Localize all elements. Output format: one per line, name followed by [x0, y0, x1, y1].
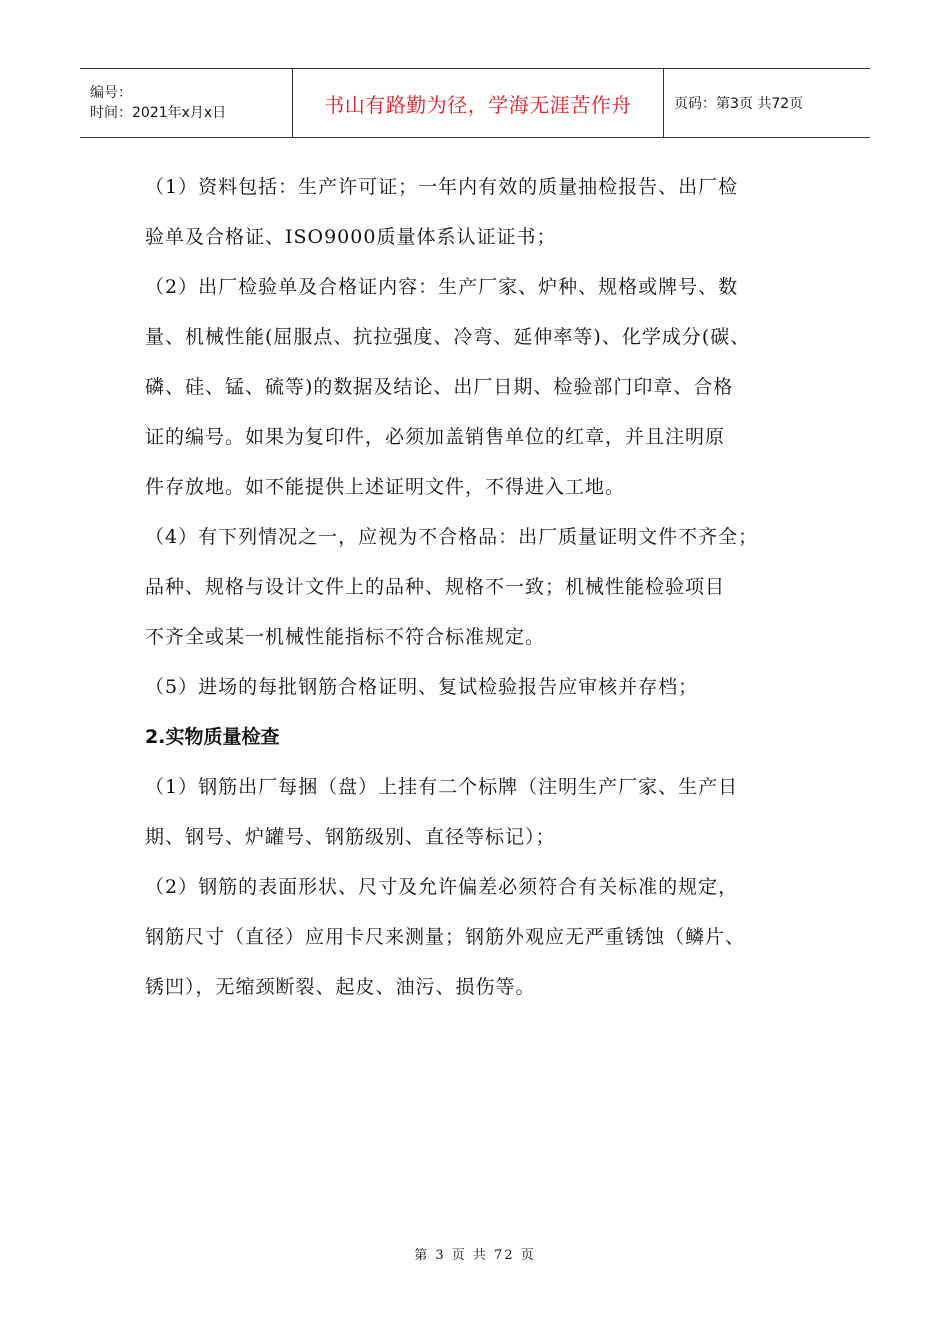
section-heading: 2.实物质量检查	[145, 726, 280, 748]
body-line: 钢筋尺寸（直径）应用卡尺来测量；钢筋外观应无严重锈蚀（鳞片、	[145, 926, 746, 948]
body-line: 量、机械性能(屈服点、抗拉强度、冷弯、延伸率等)、化学成分(碳、	[145, 326, 751, 348]
body-line: （2）钢筋的表面形状、尺寸及允许偏差必须符合有关标准的规定，	[145, 876, 739, 898]
body-line: 件存放地。如不能提供上述证明文件，不得进入工地。	[145, 476, 626, 498]
body-line: （2）出厂检验单及合格证内容：生产厂家、炉种、规格或牌号、数	[145, 276, 739, 298]
body-line: （5）进场的每批钢筋合格证明、复试检验报告应审核并存档；	[145, 676, 699, 698]
body-line: （1）钢筋出厂每捆（盘）上挂有二个标牌（注明生产厂家、生产日	[145, 776, 739, 798]
page-footer: 第 3 页 共 72 页	[414, 1248, 536, 1263]
body-line: 期、钢号、炉罐号、钢筋级别、直径等标记）；	[145, 826, 556, 848]
document-time-label: 时间：2021年x月x日	[90, 105, 227, 121]
header-page-info: 页码：第3页 共72页	[674, 96, 804, 112]
body-line: 磷、硅、锰、硫等)的数据及结论、出厂日期、检验部门印章、合格	[145, 376, 734, 398]
document-number-label: 编号：	[90, 85, 132, 101]
header-meta	[80, 69, 293, 137]
page-header	[80, 68, 870, 138]
header-slogan: 书山有路勤为径，学海无涯苦作舟	[293, 69, 664, 137]
document-body	[145, 162, 835, 1012]
body-line: 证的编号。如果为复印件，必须加盖销售单位的红章，并且注明原	[145, 426, 726, 448]
body-line: 锈凹），无缩颈断裂、起皮、油污、损伤等。	[145, 976, 536, 998]
body-line: （1）资料包括：生产许可证；一年内有效的质量抽检报告、出厂检	[145, 176, 739, 198]
body-line: 验单及合格证、ISO9000质量体系认证证书；	[145, 226, 557, 248]
body-line: 品种、规格与设计文件上的品种、规格不一致；机械性能检验项目	[145, 576, 726, 598]
body-line: 不齐全或某一机械性能指标不符合标准规定。	[145, 626, 546, 648]
body-line: （4）有下列情况之一，应视为不合格品：出厂质量证明文件不齐全；	[145, 526, 759, 548]
